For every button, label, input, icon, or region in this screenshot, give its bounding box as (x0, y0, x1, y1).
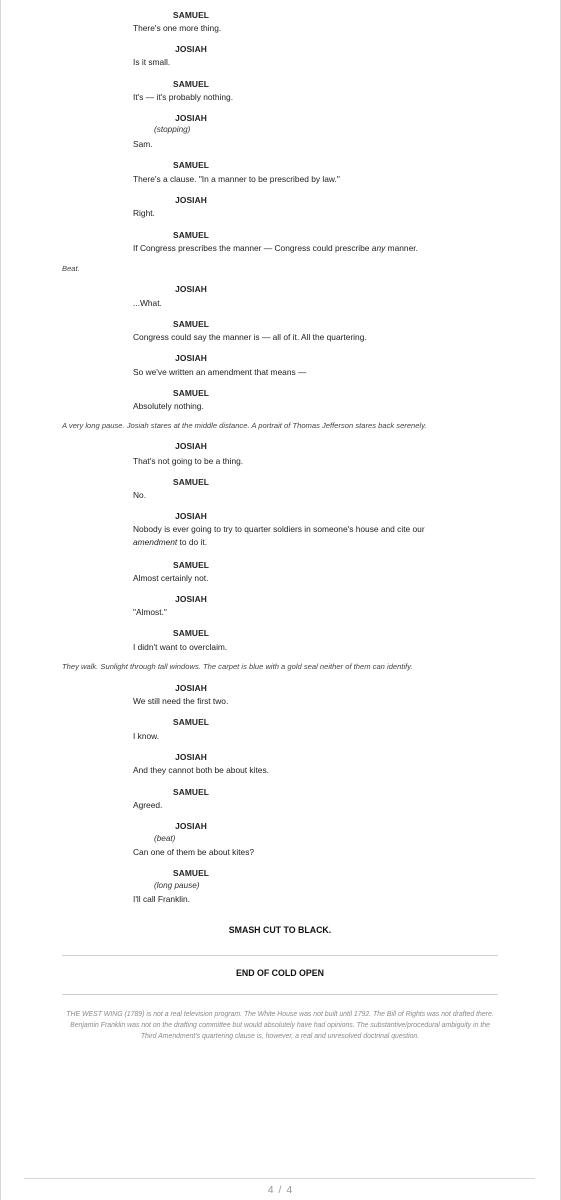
emphasis: any (371, 243, 386, 253)
character-cue: SAMUEL (173, 319, 209, 329)
parenthetical: (beat) (154, 834, 176, 843)
character-cue: JOSIAH (175, 113, 207, 123)
dialogue-line: Congress could say the manner is — all of it. All the quartering. (133, 332, 367, 342)
end-of-cold-open: END OF COLD OPEN (236, 968, 324, 978)
character-cue: JOSIAH (175, 195, 207, 205)
dialogue-line: Sam. (133, 139, 153, 149)
character-cue: JOSIAH (175, 752, 207, 762)
dialogue-line: That's not going to be a thing. (133, 456, 244, 466)
character-cue: JOSIAH (175, 284, 207, 294)
character-cue: JOSIAH (175, 683, 207, 693)
dialogue-line: I'll call Franklin. (133, 894, 190, 904)
action-line: A very long pause. Josiah stares at the middle distance. A portrait of Thomas Jefferson stares back serenely. (62, 421, 427, 430)
dialogue-line: So we've written an amendment that means — (133, 367, 307, 377)
dialogue-line: I didn't want to overclaim. (133, 642, 228, 652)
character-cue: SAMUEL (173, 628, 209, 638)
dialogue-line: And they cannot both be about kites. (133, 765, 269, 775)
character-cue: JOSIAH (175, 594, 207, 604)
dialogue-line: Can one of them be about kites? (133, 847, 255, 857)
dialogue-line: Almost certainly not. (133, 573, 209, 583)
character-cue: SAMUEL (173, 717, 209, 727)
character-cue: SAMUEL (173, 477, 209, 487)
parenthetical: (long pause) (154, 881, 200, 890)
dialogue-line: Right. (133, 208, 155, 218)
dialogue-line: There's a clause. "In a manner to be prescribed by law." (133, 174, 340, 184)
character-cue: SAMUEL (173, 160, 209, 170)
character-cue: JOSIAH (175, 353, 207, 363)
dialogue-line: ...What. (133, 298, 162, 308)
dialogue-line: "Almost." (133, 607, 167, 617)
emphasis: amendment (133, 536, 178, 547)
action-line: They walk. Sunlight through tall windows. The carpet is blue with a gold seal neither of them can identify. (62, 662, 413, 671)
character-cue: SAMUEL (173, 230, 209, 240)
dialogue-line: Is it small. (133, 57, 171, 67)
disclaimer-footnote: THE WEST WING (1789) is not a real television program. The White House was not built until 1792. The Bill of Rights was not drafted there. Benjamin Franklin was not on the drafting committee but would absolutely have had opinions. The substantive/procedural ambiguity in the Third Amendment's quartering clause is, however, a real and unresolved doctrinal question. (66, 1011, 494, 1040)
character-cue: SAMUEL (173, 560, 209, 570)
character-cue: JOSIAH (175, 821, 207, 831)
character-cue: JOSIAH (175, 511, 207, 521)
dialogue-line: Nobody is ever going to try to quarter soldiers in someone's house and cite our amendment to do it. (133, 524, 425, 547)
character-cue: SAMUEL (173, 787, 209, 797)
transition: SMASH CUT TO BLACK. (228, 925, 332, 935)
dialogue-line: No. (133, 490, 147, 500)
pager-divider (24, 1178, 535, 1179)
dialogue-line: Absolutely nothing. (133, 401, 204, 411)
parenthetical: (stopping) (154, 125, 191, 134)
dialogue-line: There's one more thing. (133, 23, 222, 33)
character-cue: JOSIAH (175, 441, 207, 451)
dialogue-line: I know. (133, 731, 160, 741)
dialogue-line: We still need the first two. (133, 696, 229, 706)
dialogue-line: If Congress prescribes the manner — Congress could prescribe any manner. (133, 243, 418, 253)
character-cue: JOSIAH (175, 44, 207, 54)
action-line: Beat. (62, 264, 80, 273)
divider-top (62, 955, 498, 956)
dialogue-line: Agreed. (133, 800, 163, 810)
character-cue: SAMUEL (173, 868, 209, 878)
page-indicator: 4 / 4 (267, 1184, 294, 1196)
character-cue: SAMUEL (173, 388, 209, 398)
character-cue: SAMUEL (173, 10, 209, 20)
dialogue-line: It's — it's probably nothing. (133, 92, 234, 102)
character-cue: SAMUEL (173, 79, 209, 89)
divider-bottom (62, 994, 498, 995)
